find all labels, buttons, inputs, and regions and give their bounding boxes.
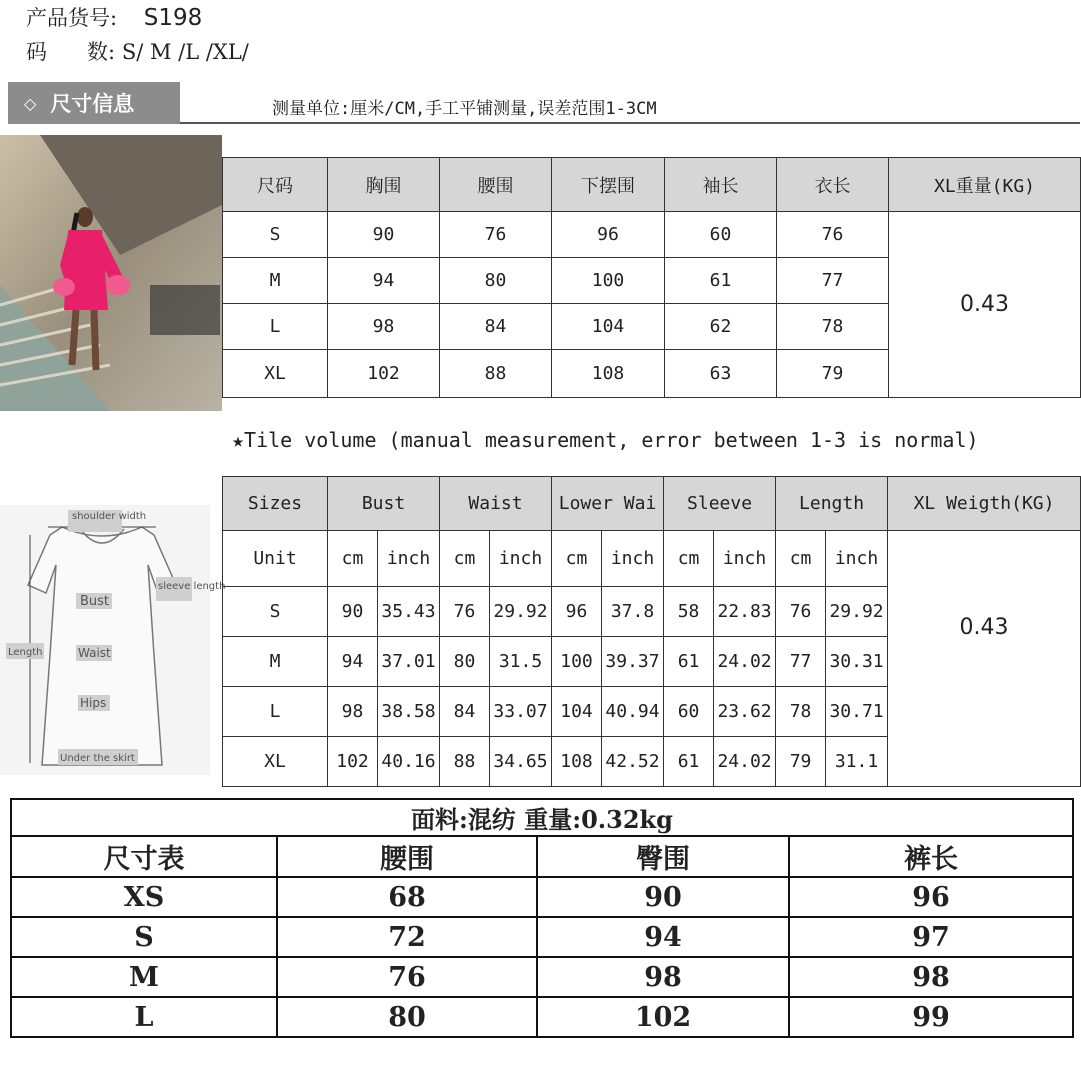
item-number-label: 产品货号:	[26, 6, 118, 30]
table-cell: 80	[440, 258, 552, 304]
en-size-table	[222, 476, 1081, 787]
table-cell: M	[223, 258, 328, 304]
table-cell: 94	[328, 258, 440, 304]
table-cell: 58	[664, 587, 714, 637]
size-range-label: 码 数:	[26, 40, 116, 64]
table-cell: 30.71	[826, 687, 888, 737]
table-cell: 108	[552, 350, 665, 398]
weight-cell: 0.43	[888, 531, 1081, 787]
table-cell: 97	[789, 917, 1073, 957]
table-cell: 90	[537, 877, 789, 917]
col-header: 腰围	[277, 836, 537, 877]
table-cell: 37.8	[602, 587, 664, 637]
table-cell: 39.37	[602, 637, 664, 687]
table-cell: 35.43	[378, 587, 440, 637]
size-info-tag	[8, 82, 180, 124]
table-cell: 100	[552, 258, 665, 304]
table-row	[223, 212, 1081, 258]
unit-cell: inch	[714, 531, 776, 587]
item-number-row	[26, 2, 202, 32]
unit-cell: cm	[664, 531, 714, 587]
skirt-label: Under the skirt	[60, 753, 135, 764]
unit-cell: cm	[440, 531, 490, 587]
table-cell: 94	[537, 917, 789, 957]
table-cell: 37.01	[378, 637, 440, 687]
table-cell: 77	[777, 258, 889, 304]
table-cell: 84	[440, 304, 552, 350]
bust-label: Bust	[80, 594, 110, 609]
table-cell: 77	[776, 637, 826, 687]
header-divider	[180, 122, 1080, 124]
table-cell: 24.02	[714, 737, 776, 787]
size-info-label: 尺寸信息	[50, 92, 135, 116]
table-cell: 96	[789, 877, 1073, 917]
table-cell: 40.16	[378, 737, 440, 787]
length-label: Length	[8, 647, 43, 658]
table-cell: 104	[552, 304, 665, 350]
table-cell: 90	[328, 587, 378, 637]
table-cell: 80	[277, 997, 537, 1037]
table-row	[11, 877, 1073, 917]
table-cell: 96	[552, 212, 665, 258]
table-cell: 29.92	[490, 587, 552, 637]
table-cell: 76	[777, 212, 889, 258]
table-cell: XS	[11, 877, 277, 917]
hips-label: Hips	[80, 696, 107, 710]
table-cell: 80	[440, 637, 490, 687]
table-cell: 22.83	[714, 587, 776, 637]
table-cell: 76	[277, 957, 537, 997]
table-cell: 62	[665, 304, 777, 350]
unit-cell: cm	[328, 531, 378, 587]
table-cell: 60	[665, 212, 777, 258]
table-cell: 98	[537, 957, 789, 997]
table-cell: 40.94	[602, 687, 664, 737]
table-cell: 100	[552, 637, 602, 687]
unit-cell: inch	[378, 531, 440, 587]
table-cell: 42.52	[602, 737, 664, 787]
table-cell: 84	[440, 687, 490, 737]
table-cell: 33.07	[490, 687, 552, 737]
cn-size-table	[222, 157, 1081, 398]
item-number-value: S198	[143, 5, 203, 31]
table-row	[11, 917, 1073, 957]
diamond-icon: ◇	[24, 93, 37, 113]
col-header: XL重量(KG)	[889, 158, 1081, 212]
table-row	[11, 997, 1073, 1037]
col-header: Lower Wai	[552, 477, 664, 531]
sleeve-label: sleeve length	[158, 581, 226, 592]
col-header: 裤长	[789, 836, 1073, 877]
table-cell: 30.31	[826, 637, 888, 687]
table-cell: 102	[328, 350, 440, 398]
col-header: 尺码	[223, 158, 328, 212]
col-header: 尺寸表	[11, 836, 277, 877]
col-header: Bust	[328, 477, 440, 531]
table-cell: M	[11, 957, 277, 997]
table-cell: 104	[552, 687, 602, 737]
table-cell: 98	[789, 957, 1073, 997]
table-cell: 34.65	[490, 737, 552, 787]
table-cell: 63	[665, 350, 777, 398]
table-cell: 60	[664, 687, 714, 737]
table-cell: 90	[328, 212, 440, 258]
table-cell: 96	[552, 587, 602, 637]
unit-cell: inch	[826, 531, 888, 587]
col-header: 臀围	[537, 836, 789, 877]
table-cell: 102	[328, 737, 378, 787]
table-cell: L	[223, 304, 328, 350]
table-cell: S	[11, 917, 277, 957]
weight-cell: 0.43	[889, 212, 1081, 398]
table-cell: 72	[277, 917, 537, 957]
table-row	[11, 957, 1073, 997]
table-cell: 61	[664, 637, 714, 687]
table-cell: 61	[665, 258, 777, 304]
col-header: Sizes	[223, 477, 328, 531]
unit-cell: inch	[602, 531, 664, 587]
table-cell: 98	[328, 687, 378, 737]
table-cell: 76	[440, 587, 490, 637]
table-cell: 88	[440, 350, 552, 398]
table-cell: 102	[537, 997, 789, 1037]
fabric-title: 面料:混纺 重量:0.32kg	[11, 799, 1073, 836]
measure-note: 测量单位:厘米/CM,手工平铺测量,误差范围1-3CM	[272, 99, 657, 119]
shoulder-label: shoulder width	[72, 511, 147, 522]
table-cell: 99	[789, 997, 1073, 1037]
col-header: 下摆围	[552, 158, 665, 212]
table-cell: 78	[776, 687, 826, 737]
table-cell: M	[223, 637, 328, 687]
table-cell: XL	[223, 737, 328, 787]
table-cell: 76	[776, 587, 826, 637]
table-cell: 61	[664, 737, 714, 787]
table-header-row	[223, 477, 1081, 531]
table-cell: S	[223, 212, 328, 258]
table-cell: XL	[223, 350, 328, 398]
col-header: 袖长	[665, 158, 777, 212]
col-header: 腰围	[440, 158, 552, 212]
model-photo	[0, 135, 222, 411]
table-header-row	[223, 158, 1081, 212]
col-header: Waist	[440, 477, 552, 531]
unit-row	[223, 531, 1081, 587]
table-cell: 29.92	[826, 587, 888, 637]
table-cell: L	[223, 687, 328, 737]
size-range-row	[26, 36, 249, 66]
col-header: XL Weigth(KG)	[888, 477, 1081, 531]
table-cell: 79	[776, 737, 826, 787]
table-cell: 98	[328, 304, 440, 350]
en-measure-note: ★Tile volume (manual measurement, error between 1-3 is normal)	[232, 428, 979, 452]
col-header: Sleeve	[664, 477, 776, 531]
pants-size-table	[10, 798, 1074, 1038]
table-cell: 24.02	[714, 637, 776, 687]
size-range-value: S/ M /L /XL/	[121, 40, 249, 64]
table-cell: 76	[440, 212, 552, 258]
table-cell: 108	[552, 737, 602, 787]
col-header: Length	[776, 477, 888, 531]
table-cell: 94	[328, 637, 378, 687]
garment-diagram	[0, 505, 226, 775]
table-header-row	[11, 836, 1073, 877]
unit-cell: cm	[776, 531, 826, 587]
unit-cell: inch	[490, 531, 552, 587]
table-cell: 68	[277, 877, 537, 917]
waist-label: Waist	[78, 646, 111, 660]
table-cell: 79	[777, 350, 889, 398]
table-cell: L	[11, 997, 277, 1037]
table-cell: S	[223, 587, 328, 637]
table-cell: 38.58	[378, 687, 440, 737]
col-header: 衣长	[777, 158, 889, 212]
table-cell: 23.62	[714, 687, 776, 737]
col-header: 胸围	[328, 158, 440, 212]
unit-label: Unit	[223, 531, 328, 587]
table-cell: 31.5	[490, 637, 552, 687]
table-cell: 88	[440, 737, 490, 787]
unit-cell: cm	[552, 531, 602, 587]
table-cell: 31.1	[826, 737, 888, 787]
table-cell: 78	[777, 304, 889, 350]
